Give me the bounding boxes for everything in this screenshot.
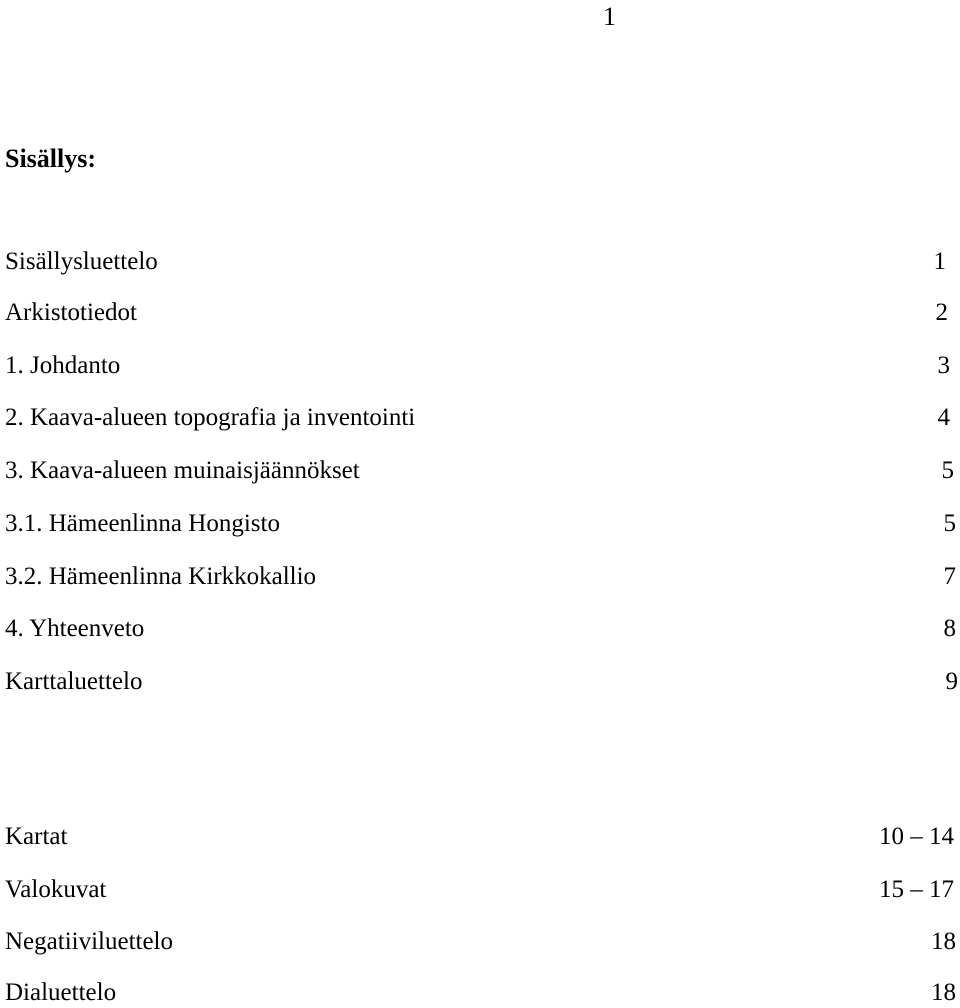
toc-entry-label: Sisällysluettelo — [5, 248, 158, 275]
toc-entry-page: 4 — [937, 404, 950, 431]
toc-entry-label: 2. Kaava-alueen topografia ja inventointi — [5, 404, 416, 431]
toc-entry-page: 2 — [935, 299, 948, 326]
toc-entry-label: 3.1. Hämeenlinna Hongisto — [5, 510, 280, 537]
toc-entry-label: 3. Kaava-alueen muinaisjäännökset — [5, 457, 360, 484]
appendix-entry-label: Kartat — [5, 823, 68, 850]
appendix-entry-label: Negatiiviluettelo — [5, 928, 174, 955]
toc-entry-page: 7 — [943, 563, 956, 590]
appendix-entry-page: 10 – 14 — [879, 823, 954, 850]
toc-entry-page: 5 — [941, 457, 954, 484]
appendix-entry-label: Valokuvat — [5, 876, 107, 903]
toc-entry-label: Arkistotiedot — [5, 299, 137, 326]
toc-entry-label: 1. Johdanto — [5, 352, 121, 379]
page-number: 1 — [603, 2, 616, 31]
toc-entry-page: 1 — [933, 248, 946, 275]
toc-entry-label: 3.2. Hämeenlinna Kirkkokallio — [5, 563, 317, 590]
toc-entry-label: 4. Yhteenveto — [5, 615, 145, 642]
appendix-entry-page: 18 — [931, 928, 956, 955]
appendix-entry-page: 15 – 17 — [879, 876, 954, 903]
toc-entry-page: 5 — [943, 510, 956, 537]
toc-entry-page: 8 — [943, 615, 956, 642]
toc-entry-page: 3 — [937, 352, 950, 379]
appendix-entry-label: Dialuettelo — [5, 979, 117, 1006]
appendix-entry-page: 18 — [931, 979, 956, 1006]
toc-entry-label: Karttaluettelo — [5, 668, 143, 695]
toc-heading: Sisällys: — [5, 144, 97, 173]
toc-entry-page: 9 — [945, 668, 958, 695]
